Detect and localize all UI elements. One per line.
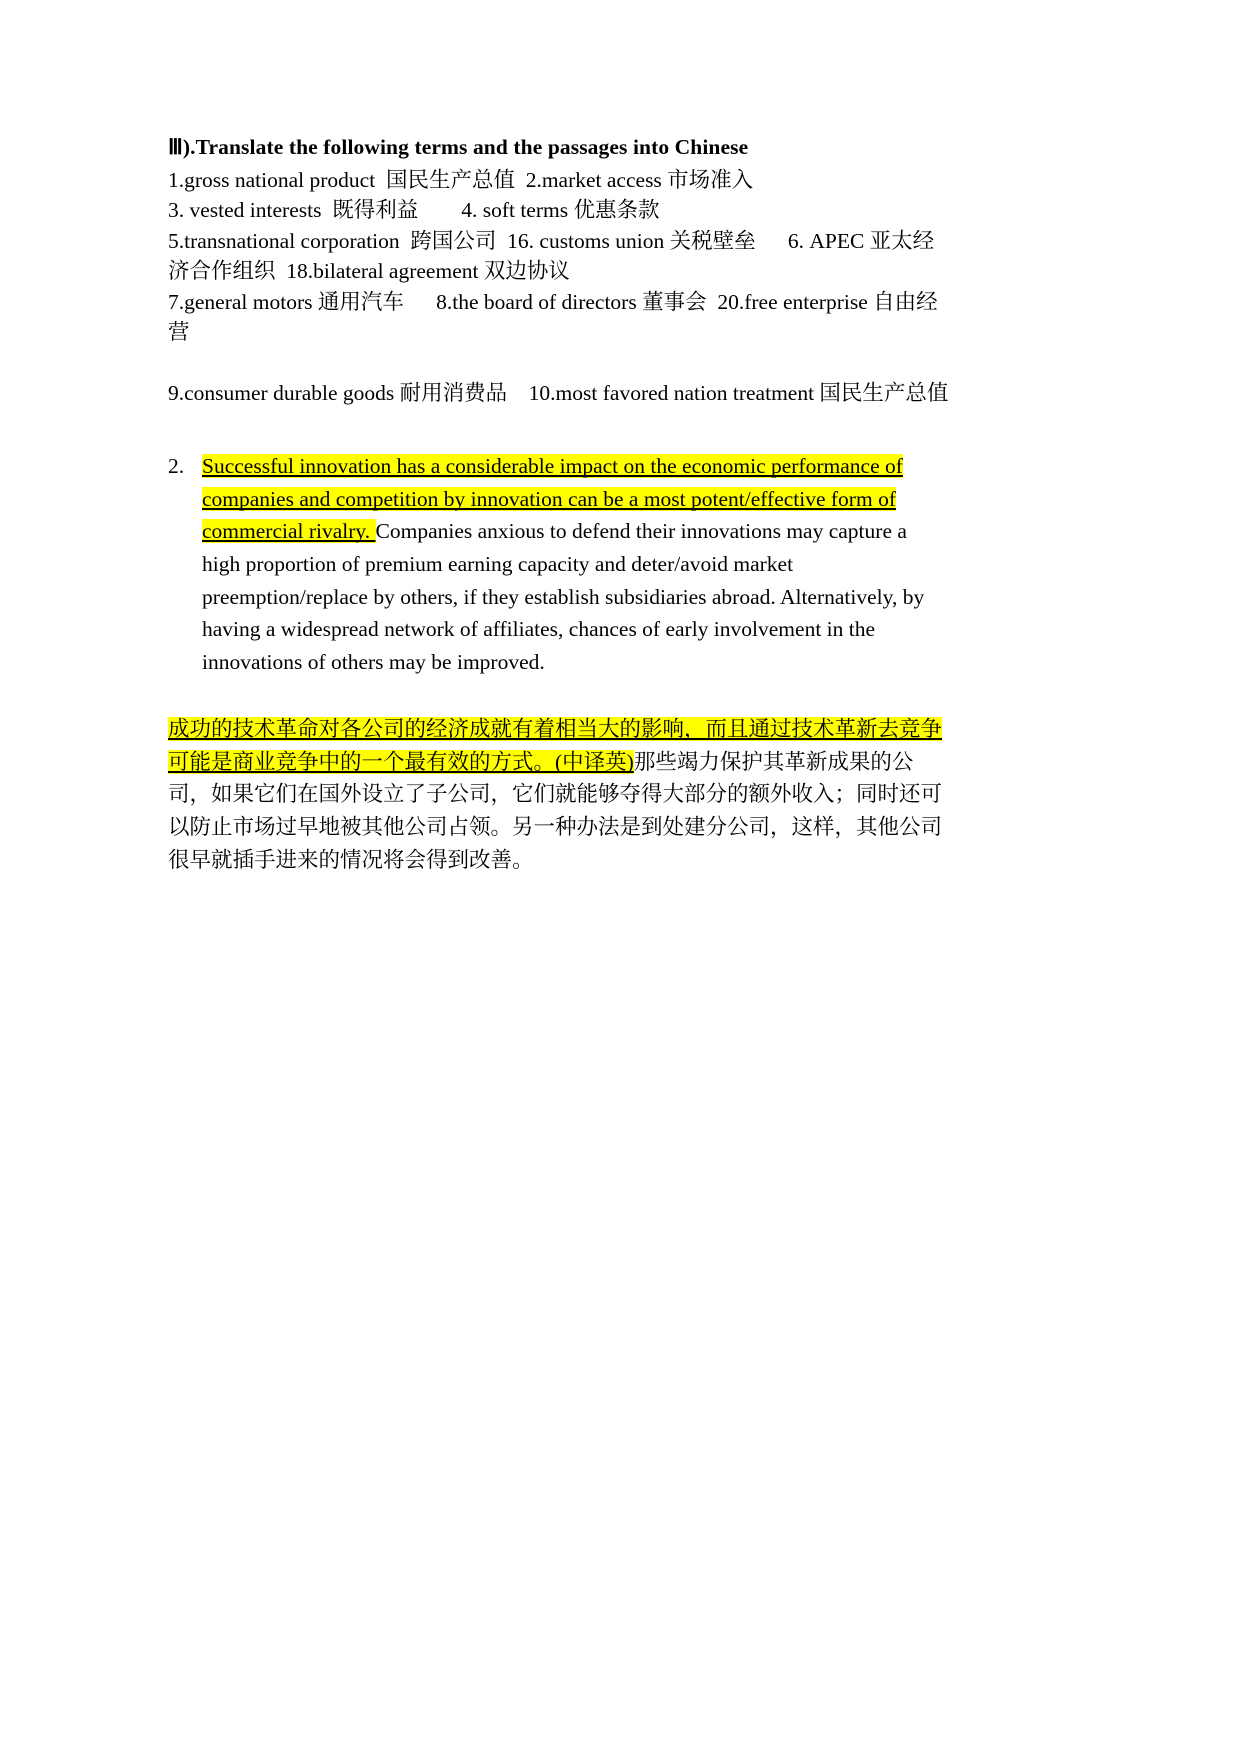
passage-highlighted-text: Successful innovation has a considerable impact on the economic performance of companies and competition by innovation can be a most potent/effective form of commercial rivalry. [202, 454, 903, 544]
block-spacer [168, 348, 950, 378]
term-line-1: 1.gross national product 国民生产总值 2.market access 市场准入 [168, 167, 754, 192]
term-line-5: 9.consumer durable goods 耐用消费品 10.most favored nation treatment 国民生产总值 [168, 380, 949, 405]
page-title: Ⅲ).Translate the following terms and the passages into Chinese [168, 135, 749, 159]
document-content [168, 132, 950, 876]
translation-block [168, 713, 950, 876]
term-line-4: 7.general motors 通用汽车 8.the board of directors 董事会 20.free enterprise 自由经营 [168, 289, 938, 345]
translation-plain-text: 那些竭力保护其革新成果的公司，如果它们在国外设立了子公司，它们就能够夺得大部分的额外收入；同时还可以防止市场过早地被其他公司占领。另一种办法是到处建分公司，这样，其他公司很早就插手进来的情况将会得到改善。 [168, 749, 943, 872]
term-line-3: 5.transnational corporation 跨国公司 16. customs union 关税壁垒 6. APEC 亚太经济合作组织 18.bilateral agreement 双边协议 [168, 228, 935, 284]
passage-text [202, 450, 950, 679]
passage-number: 2. [168, 454, 185, 479]
term-line-2: 3. vested interests 既得利益 4. soft terms 优惠条款 [168, 198, 660, 223]
terms-list-second [168, 378, 950, 409]
terms-list [168, 165, 950, 348]
passage-block [168, 450, 950, 679]
block-spacer-2 [168, 408, 950, 446]
translation-highlighted-text: 成功的技术革命对各公司的经济成就有着相当大的影响，而且通过技术革新去竞争可能是商业竞争中的一个最有效的方式。(中译英) [168, 716, 943, 774]
passage-plain-text: Companies anxious to defend their innovations may capture a high proportion of premium earning capacity and deter/avoid market preemption/replace by others, if they establish subsidiaries abroad. Alternatively, by having a widespread network of affiliates, chances of early involvement in the innovations of others may be improved. [202, 519, 925, 675]
